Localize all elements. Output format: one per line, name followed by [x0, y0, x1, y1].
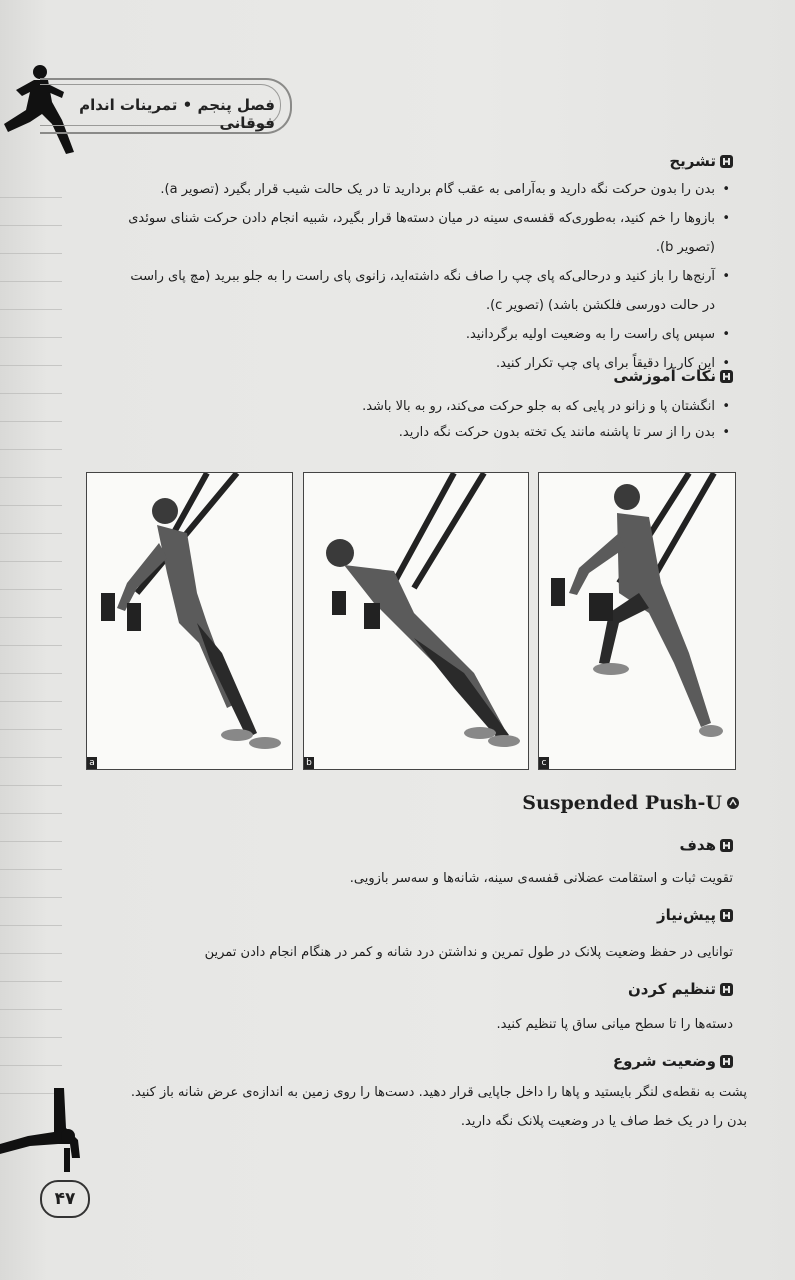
h-section-icon — [720, 155, 733, 168]
description-list — [93, 175, 733, 378]
list-item: • این کار را دقیقاً برای پای چپ تکرار کنید. — [93, 349, 715, 378]
section-title: تنظیم کردن — [627, 980, 716, 998]
page-number: ۴۷ — [40, 1180, 90, 1218]
exercise-title-text: Suspended Push-U — [522, 792, 722, 814]
h-section-icon — [720, 370, 733, 383]
h-section-icon — [720, 1055, 733, 1068]
section-title: نکات آموزشی — [613, 367, 716, 385]
exercise-photo-a — [86, 472, 293, 770]
plank-figure-icon — [0, 1088, 90, 1183]
exercise-photo-b — [303, 472, 529, 770]
section-heading-goal — [680, 836, 734, 854]
list-item: • سپس پای راست را به وضعیت اولیه برگردانید. — [93, 320, 715, 349]
list-item: • آرنج‌ها را باز کنید و درحالی‌که پای چپ را صاف نگه داشته‌اید، زانوی پای راست را به جلو ببرید (مچ پای راست — [93, 262, 715, 291]
ruled-margin — [0, 170, 62, 1110]
section-heading-prerequisite — [657, 906, 733, 924]
section-heading-start — [613, 1052, 733, 1070]
setup-text: دسته‌ها را تا سطح میانی ساق پا تنظیم کنید. — [496, 1017, 733, 1032]
exercise-title — [522, 792, 740, 814]
tips-list — [133, 394, 733, 446]
list-item: • بازوها را خم کنید، به‌طوری‌که قفسه‌ی سینه در میان دسته‌ها قرار بگیرد، شبیه انجام دادن حرکت شنای سوئدی (تصویر b). — [93, 204, 715, 262]
chapter-title: فصل پنجم • تمرینات اندام فوقانی — [79, 96, 275, 132]
start-text-line: بدن را در یک خط صاف یا در وضعیت پلانک نگه دارید. — [460, 1114, 747, 1129]
trx-strap-icon — [87, 473, 292, 769]
photo-label: b — [304, 757, 314, 769]
start-text-line: پشت به نقطه‌ی لنگر بایستید و پاها را داخل جاپایی قرار دهید. دست‌ها را روی زمین به اندازه‌ی عرض شانه باز کنید. — [130, 1085, 747, 1100]
list-item-continuation: در حالت دورسی فلکشن باشد) (تصویر c). — [485, 298, 715, 313]
photo-label: c — [539, 757, 549, 769]
section-title: وضعیت شروع — [612, 1052, 716, 1070]
trx-strap-icon — [539, 473, 735, 769]
h-section-icon — [720, 909, 733, 922]
exercise-photo-c — [538, 472, 736, 770]
h-section-icon — [720, 839, 733, 852]
prerequisite-text: توانایی در حفظ وضعیت پلانک در طول تمرین و نداشتن درد شانه و کمر در هنگام انجام دادن تمرین — [204, 945, 733, 960]
section-heading-setup — [628, 980, 733, 998]
trx-strap-icon — [304, 473, 528, 769]
start-text — [97, 1078, 747, 1136]
photo-label: a — [87, 757, 97, 769]
section-title: پیش‌نیاز — [657, 906, 716, 924]
h-section-icon — [720, 983, 733, 996]
section-title: هدف — [679, 836, 716, 854]
section-heading-tips — [613, 367, 733, 385]
list-item: • بدن را بدون حرکت نگه دارید و به‌آرامی به عقب گام بردارید تا در یک حالت شیب قرار بگیرد (تصویر a). — [93, 175, 715, 204]
list-item: • انگشتان پا و زانو در پایی که به جلو حرکت می‌کند، رو به بالا باشد. — [133, 394, 715, 420]
list-item: • بدن را از سر تا پاشنه مانند یک تخته بدون حرکت نگه دارید. — [133, 420, 715, 446]
section-heading-description — [669, 152, 733, 170]
section-title: تشریح — [669, 152, 716, 170]
goal-text: تقویت ثبات و استقامت عضلانی قفسه‌ی سینه، شانه‌ها و سه‌سر بازویی. — [349, 871, 733, 886]
exercise-marker-icon — [726, 796, 740, 810]
